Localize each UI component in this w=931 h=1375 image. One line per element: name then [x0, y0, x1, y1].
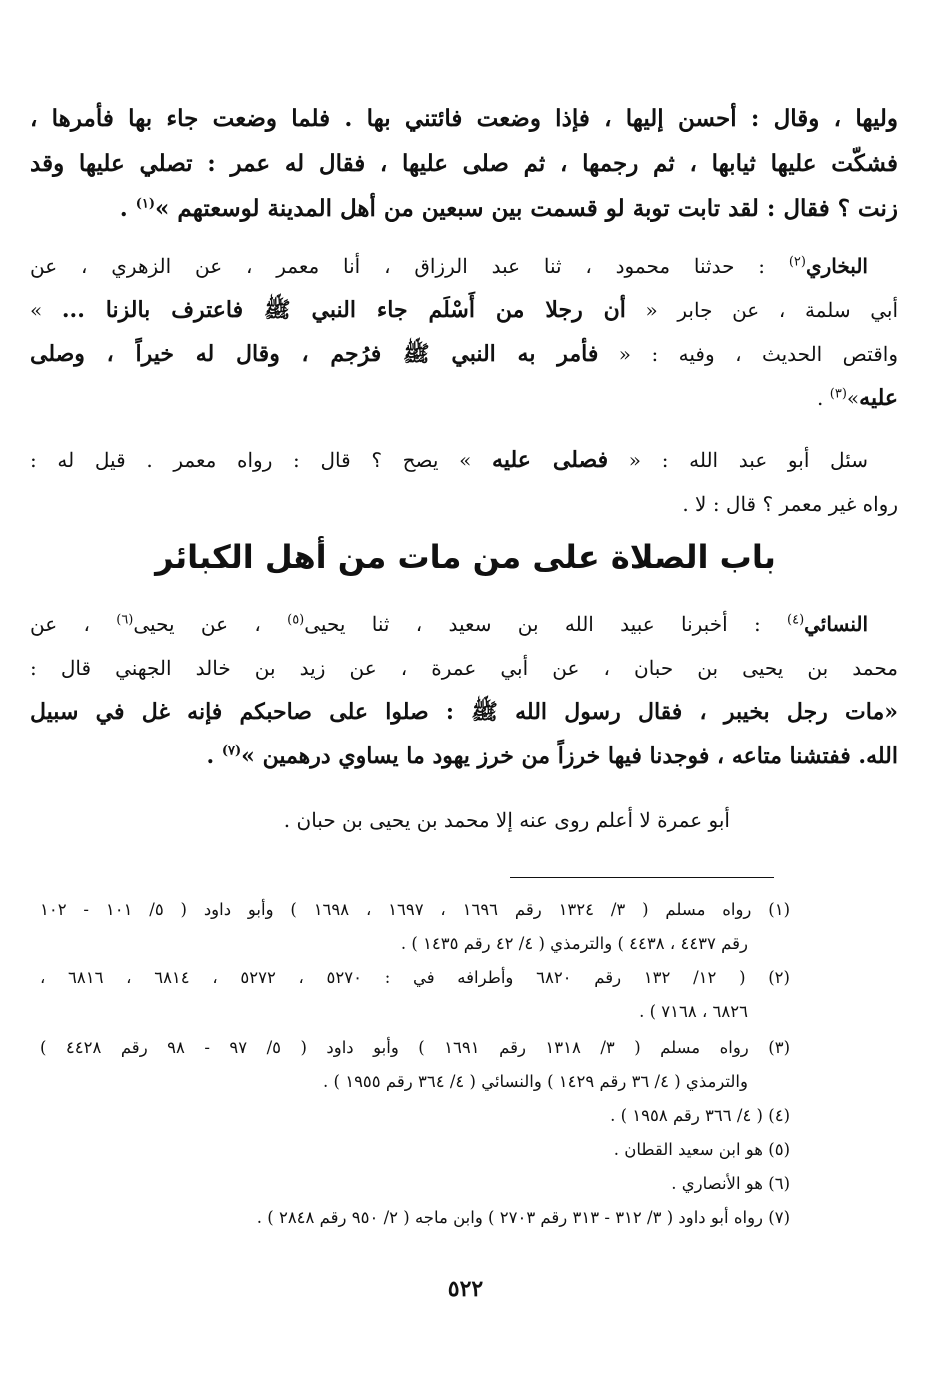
footnote-5: (٥) هو ابن سعيد القطان .	[613, 1140, 790, 1159]
footnote-3-cont: والترمذي ( ٤/ ٣٦ رقم ١٤٢٩ ) والنسائي ( ٤/ ٣٦٤ رقم ١٩٥٥ ) .	[323, 1072, 748, 1091]
text-span: : أخبرنا عبيد الله بن سعيد ، ثنا يحيى	[304, 612, 787, 636]
footnote-7: (٧) رواه أبو داود ( ٣/ ٣١٢ - ٣١٣ رقم ٢٧٠٣ ) وابن ماجه ( ٢/ ٩٥٠ رقم ٢٨٤٨ ) .	[256, 1208, 790, 1227]
paragraph-bukhari	[30, 244, 898, 420]
text-span: .	[206, 743, 222, 769]
text-line: محمد بن يحيى بن حبان ، عن أبي عمرة ، عن زيد بن خالد الجهني قال :	[30, 656, 898, 680]
hadith-line	[30, 734, 898, 778]
page-number: ٥٢٢	[447, 1276, 484, 1302]
hadith-text: فصلى عليه	[492, 447, 609, 473]
text-span: : حدثنا محمود ، ثنا عبد الرزاق ، أنا معمر ، عن الزهري ، عن	[30, 254, 789, 278]
text-line	[30, 376, 898, 420]
hadith-text: عليه	[859, 385, 898, 411]
hadith-line: «مات رجل بخيبر ، فقال رسول الله ﷺ : صلوا على صاحبكم فإنه غل في سبيل	[30, 699, 898, 725]
text-line: فشكّت عليها ثيابها ، ثم رجمها ، ثم صلى عليها ، فقال له عمر : تصلي عليها وقد	[30, 150, 898, 177]
text-span: أبي سلمة ، عن جابر «	[625, 298, 899, 322]
footnote-1: (١) رواه مسلم ( ٣/ ١٣٢٤ رقم ١٦٩٦ ، ١٦٩٧ ، ١٦٩٨ ) وأبو داود ( ٥/ ١٠١ - ١٠٢	[40, 900, 790, 919]
footnote-6: (٦) هو الأنصاري .	[671, 1174, 790, 1193]
text-span: ، عن يحيى	[133, 612, 288, 636]
text-line	[30, 438, 898, 482]
footnote-ref: (٦)	[116, 612, 134, 628]
footnote-ref: (٤)	[787, 612, 805, 628]
footnote-ref: (٥)	[287, 612, 305, 628]
text-line	[30, 288, 898, 332]
footnote-ref: (٢)	[788, 254, 806, 270]
source-name: البخاري	[805, 254, 868, 278]
chapter-heading: باب الصلاة على من مات من أهل الكبائر	[155, 538, 776, 576]
text-line	[30, 186, 898, 231]
text-span: واقتص الحديث ، وفيه : «	[598, 342, 898, 366]
text-line	[30, 332, 898, 376]
footnote-2-cont: ٦٨٢٦ ، ٧١٦٨ ) .	[639, 1002, 748, 1021]
footnote-ref: (٣)	[829, 386, 847, 402]
paragraph-note	[30, 798, 898, 842]
footnote-ref: (١)	[135, 196, 156, 212]
paragraph-question	[30, 438, 898, 526]
footnote-2: (٢) ( ١٢/ ١٣٢ رقم ٦٨٢٠ وأطرافه في : ٥٢٧٠ ، ٥٢٧٢ ، ٦٨١٤ ، ٦٨١٦ ،	[40, 968, 790, 987]
footnote-ref: (٧)	[221, 743, 242, 759]
footnote-divider	[510, 877, 774, 878]
source-name: النسائي	[804, 612, 868, 636]
footnote-1-cont: رقم ٤٤٣٧ ، ٤٤٣٨ ) والترمذي ( ٤/ ٤٢ رقم ١٤٣٥ ) .	[400, 934, 748, 953]
text-line: رواه غير معمر ؟ قال : لا .	[682, 492, 898, 516]
text-span: »	[30, 298, 62, 322]
text-line: وليها ، وقال : أحسن إليها ، فإذا وضعت فائتني بها . فلما وضعت جاء بها فأمرها ،	[30, 105, 898, 132]
text-span: .	[817, 386, 830, 410]
text-line	[30, 602, 898, 646]
text-span: ، عن	[30, 612, 117, 636]
hadith-text: الله. ففتشنا متاعه ، فوجدنا فيها خرزاً من خرز يهود ما يساوي درهمين »	[241, 743, 898, 769]
paragraph-hadith-continuation	[30, 96, 898, 231]
text-span: سئل أبو عبد الله : «	[608, 448, 869, 472]
hadith-text: فأمر به النبي ﷺ فرُجم ، وقال له خيراً ، وصلى	[30, 341, 599, 367]
text-span: .	[119, 195, 136, 222]
paragraph-nasai	[30, 602, 898, 778]
footnotes	[40, 893, 790, 1235]
text-span: زنت ؟ فقال : لقد تابت توبة لو قسمت بين سبعين من أهل المدينة لوسعتهم »	[155, 195, 898, 222]
text-line: أبو عمرة لا أعلم روى عنه إلا محمد بن يحيى بن حبان .	[283, 808, 730, 832]
text-line	[30, 244, 898, 288]
footnote-3: (٣) رواه مسلم ( ٣/ ١٣١٨ رقم ١٦٩١ ) وأبو داود ( ٥/ ٩٧ - ٩٨ رقم ٤٤٢٨ )	[40, 1038, 790, 1057]
hadith-text: أن رجلا من أَسْلَم جاء النبي ﷺ فاعترف بالزنا ...	[61, 297, 626, 323]
text-span: »	[846, 386, 860, 410]
text-span: » يصح ؟ قال : رواه معمر . قيل له :	[30, 448, 493, 472]
footnote-4: (٤) ( ٤/ ٣٦٦ رقم ١٩٥٨ ) .	[610, 1106, 790, 1125]
